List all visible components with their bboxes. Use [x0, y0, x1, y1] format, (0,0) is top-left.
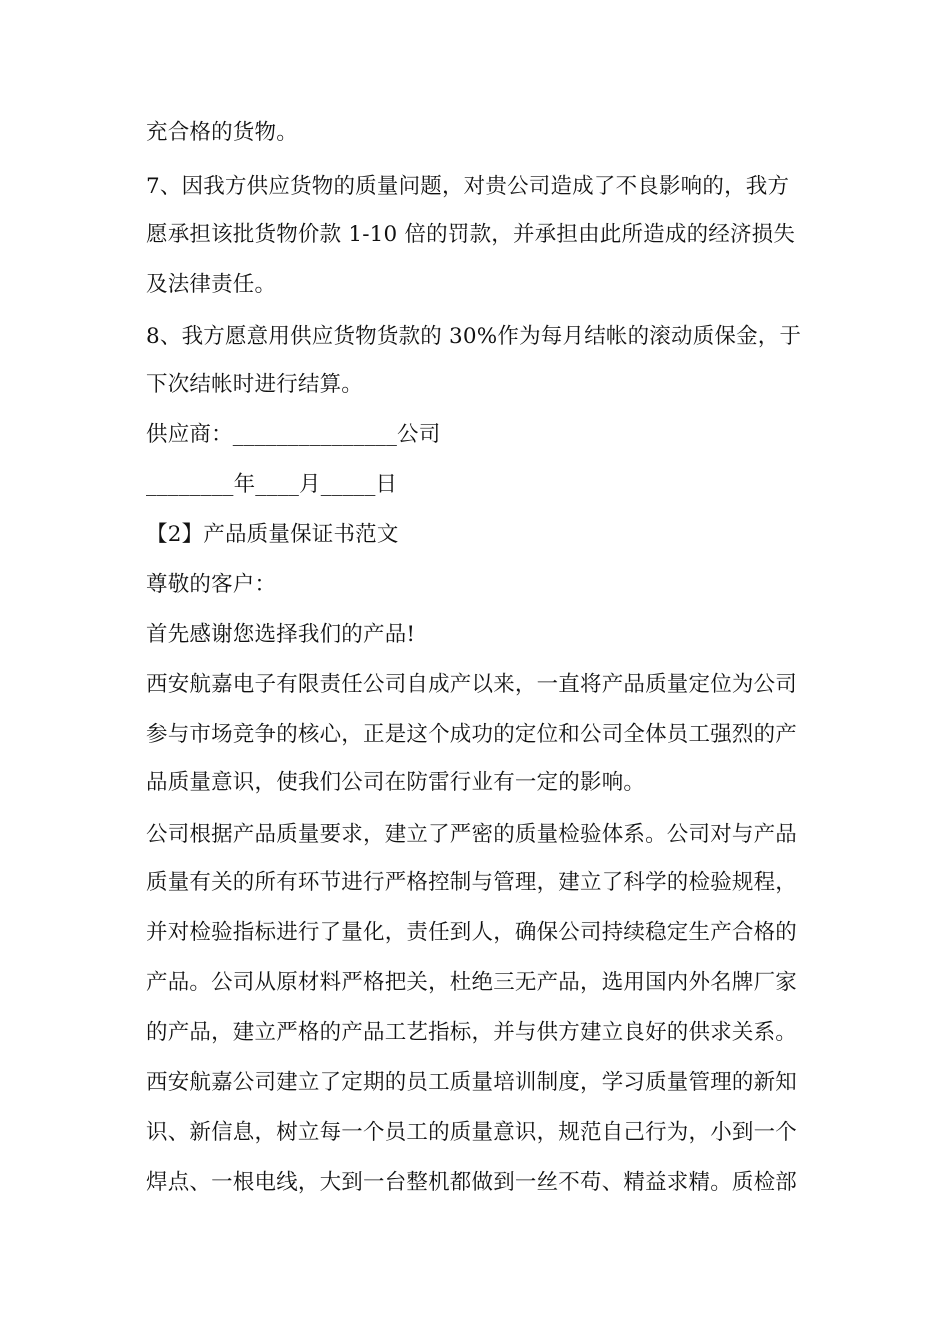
text-line: 首先感谢您选择我们的产品!	[146, 622, 416, 647]
text-line: 充合格的货物。	[146, 120, 298, 145]
text-line: 下次结帐时进行结算。	[146, 372, 364, 397]
text-line: 产品。公司从原材料严格把关，杜绝三无产品，选用国内外名牌厂家	[146, 970, 798, 995]
text-line: 西安航嘉公司建立了定期的员工质量培训制度，学习质量管理的新知	[146, 1070, 798, 1095]
text-line: 并对检验指标进行了量化，责任到人，确保公司持续稳定生产合格的	[146, 920, 798, 945]
text-line: 参与市场竞争的核心，正是这个成功的定位和公司全体员工强烈的产	[146, 722, 798, 747]
text-line: 品质量意识，使我们公司在防雷行业有一定的影响。	[146, 770, 646, 795]
text-line: 8、我方愿意用供应货物货款的 30%作为每月结帐的滚动质保金，于	[146, 324, 802, 349]
section-heading: 【2】产品质量保证书范文	[146, 522, 399, 547]
text-line: 愿承担该批货物价款 1-10 倍的罚款，并承担由此所造成的经济损失	[146, 222, 796, 247]
text-line: 识、新信息，树立每一个员工的质量意识，规范自己行为，小到一个	[146, 1120, 798, 1145]
date-line: ________年____月_____日	[146, 472, 398, 497]
text-line: 公司根据产品质量要求，建立了严密的质量检验体系。公司对与产品	[146, 822, 798, 847]
supplier-signature-line: 供应商：_______________公司	[146, 422, 441, 447]
salutation: 尊敬的客户：	[146, 572, 277, 597]
text-line: 西安航嘉电子有限责任公司自成产以来，一直将产品质量定位为公司	[146, 672, 798, 697]
text-line: 及法律责任。	[146, 272, 277, 297]
text-line: 焊点、一根电线，大到一台整机都做到一丝不苟、精益求精。质检部	[146, 1170, 798, 1195]
text-line: 7、因我方供应货物的质量问题，对贵公司造成了不良影响的，我方	[146, 174, 790, 199]
text-line: 质量有关的所有环节进行严格控制与管理，建立了科学的检验规程，	[146, 870, 798, 895]
text-line: 的产品，建立严格的产品工艺指标，并与供方建立良好的供求关系。	[146, 1020, 798, 1045]
